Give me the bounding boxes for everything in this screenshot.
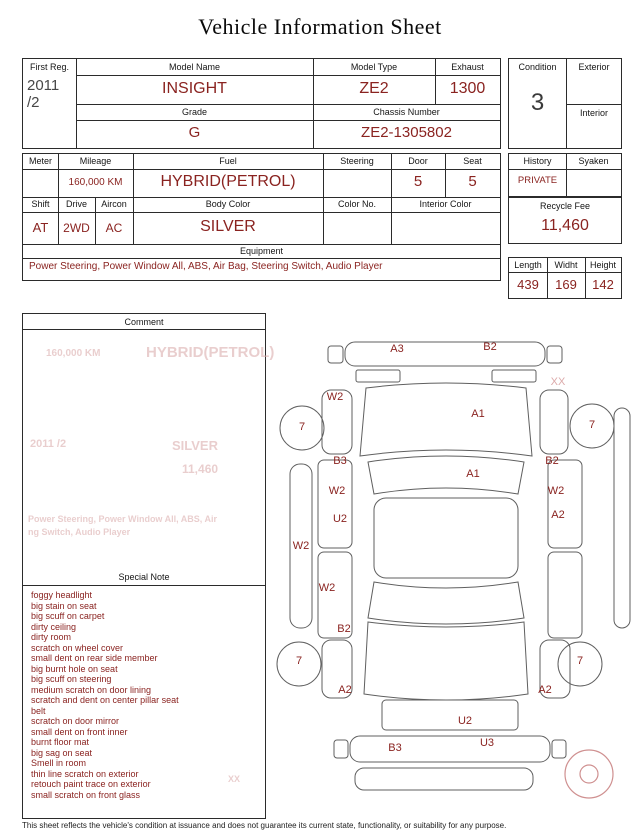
special-note-item: scratch on wheel cover: [31, 642, 124, 653]
height-label: Height: [589, 260, 616, 270]
damage-code-label: W2: [328, 485, 346, 497]
special-note-item: belt: [31, 705, 46, 716]
damage-code-label: 7: [295, 655, 303, 667]
steering-label: Steering: [340, 156, 374, 166]
damage-code-label: U2: [457, 715, 473, 727]
front-door-left: [318, 460, 352, 548]
table-divider: [76, 120, 501, 121]
condition-label: Condition: [518, 62, 557, 72]
damage-code-label: U3: [479, 737, 495, 749]
door-value: 5: [413, 173, 423, 190]
width-label: Widht: [554, 260, 578, 270]
damage-code-label: B2: [337, 623, 351, 635]
special-note-item: thin line scratch on exterior: [31, 768, 139, 779]
special-note-item: small scratch on front glass: [31, 789, 141, 800]
spare-tire-hub: [580, 765, 598, 783]
rear-panel: [382, 700, 518, 730]
ghost-overprint-text: HYBRID(PETROL): [146, 344, 275, 361]
special-note-item: medium scratch on door lining: [31, 684, 152, 695]
rear-lower-bar: [355, 768, 533, 790]
table-divider: [23, 212, 500, 213]
comment-label: Comment: [124, 317, 164, 327]
history-value: PRIVATE: [517, 175, 558, 186]
damage-code-label: 7: [576, 655, 584, 667]
headlight-right: [492, 370, 536, 382]
exhaust-label: Exhaust: [451, 62, 484, 72]
rear-bumper-cap-left: [334, 740, 348, 758]
roof: [374, 498, 518, 578]
ghost-overprint-text: ng Switch, Audio Player: [28, 527, 131, 537]
chassis-number-label: Chassis Number: [373, 107, 440, 117]
special-note-item: retouch paint trace on exterior: [31, 779, 151, 789]
recycle-fee-label: Recycle Fee: [539, 201, 591, 211]
width-value: 169: [555, 277, 577, 292]
body-color-label: Body Color: [205, 199, 251, 209]
special-note-item: small dent on rear side member: [31, 653, 158, 663]
mileage-label: Mileage: [79, 156, 112, 166]
first-reg-year: 2011: [27, 77, 60, 94]
equipment-label: Equipment: [239, 246, 284, 256]
fuel-label: Fuel: [219, 156, 237, 166]
table-divider: [76, 104, 501, 105]
special-note-item: scratch on door mirror: [31, 716, 120, 726]
table-divider: [509, 272, 621, 273]
side-sill-right: [614, 408, 630, 628]
special-note-item: dirty ceiling: [31, 621, 77, 632]
history-label: History: [523, 156, 552, 166]
special-note-item: Smell in room: [31, 758, 87, 768]
fuel-value: HYBRID(PETROL): [160, 173, 296, 190]
comment-box: [22, 313, 266, 819]
special-note-item: big scuff on carpet: [31, 611, 105, 621]
condition-box: [508, 58, 622, 149]
special-note-label: Special Note: [118, 572, 170, 582]
special-note-item: big burnt hole on seat: [31, 663, 118, 674]
rear-bumper-cap-right: [552, 740, 566, 758]
special-note-item: big stain on seat: [31, 600, 97, 611]
model-type-label: Model Type: [350, 62, 398, 72]
exterior-label: Exterior: [578, 62, 610, 72]
table-divider: [566, 104, 622, 105]
interior-color-label: Interior Color: [419, 199, 472, 209]
history-box: [508, 153, 622, 197]
damage-code-label: W2: [292, 540, 310, 552]
table-divider: [23, 258, 500, 259]
rear-bumper: [350, 736, 550, 762]
shift-value: AT: [32, 220, 49, 235]
table-divider: [23, 585, 265, 586]
front-bumper: [345, 342, 545, 366]
first-reg-month: /2: [27, 94, 40, 111]
hood: [360, 383, 532, 456]
ghost-overprint-text: SILVER: [172, 438, 218, 453]
rear-glass: [368, 582, 524, 624]
damage-code-label: 7: [298, 421, 306, 433]
ghost-overprint-text: XX: [228, 774, 241, 784]
disclaimer-text: This sheet reflects the vehicle's condition at issuance and does not guarantee its current state, functionality, or suitability for any purpose.: [22, 821, 507, 830]
condition-value: 3: [530, 89, 545, 116]
seat-value: 5: [468, 173, 477, 190]
recycle-fee-box: [508, 197, 622, 244]
aircon-value: AC: [105, 221, 123, 235]
damage-code-label: W2: [326, 391, 344, 403]
door-label: Door: [408, 156, 428, 166]
rear-door-right: [548, 552, 582, 638]
damage-code-label: B2: [483, 341, 497, 353]
damage-code-label: A2: [338, 684, 352, 696]
page-title: Vehicle Information Sheet: [198, 14, 442, 39]
model-name-label: Model Name: [168, 62, 221, 72]
interior-label: Interior: [579, 108, 608, 118]
damage-code-label: A1: [466, 468, 480, 480]
front-door-right: [548, 460, 582, 548]
damage-code-label: A1: [471, 408, 485, 420]
damage-code-label: A2: [538, 684, 552, 696]
drive-value: 2WD: [63, 221, 90, 235]
damage-code-label: B2: [545, 455, 559, 467]
special-note-item: big sag on seat: [31, 747, 93, 758]
details-table: [22, 153, 501, 281]
model-name-value: INSIGHT: [162, 80, 227, 97]
meter-label: Meter: [28, 156, 52, 166]
length-label: Length: [514, 260, 542, 270]
front-fender-right: [540, 390, 568, 454]
windshield: [368, 456, 524, 494]
color-no-label: Color No.: [337, 199, 376, 209]
special-note-item: dirty room: [31, 632, 72, 642]
mileage-value: 160,000 KM: [68, 177, 123, 188]
first-reg-label: First Reg.: [29, 62, 69, 72]
damage-code-label: A2: [551, 509, 565, 521]
seat-label: Seat: [463, 156, 482, 166]
ghost-overprint-text: 2011 /2: [30, 438, 67, 450]
front-bumper-cap-right: [547, 346, 562, 363]
special-note-item: scratch and dent on center pillar seat: [31, 695, 179, 705]
equipment-value: Power Steering, Power Window All, ABS, Air Bag, Steering Switch, Audio Player: [29, 261, 383, 272]
grade-label: Grade: [181, 107, 207, 117]
recycle-fee-value: 11,460: [541, 217, 589, 234]
damage-code-label: B3: [333, 455, 347, 467]
damage-code-label: 7: [588, 419, 596, 431]
damage-code-label: W2: [547, 485, 565, 497]
car-damage-diagram: [270, 316, 634, 820]
table-divider: [509, 169, 621, 170]
front-bumper-cap-left: [328, 346, 343, 363]
special-note-item: burnt floor mat: [31, 737, 90, 747]
grade-value: G: [188, 124, 201, 141]
body-color-value: SILVER: [200, 218, 256, 235]
length-value: 439: [517, 277, 539, 292]
ghost-overprint-text: 11,460: [182, 462, 219, 476]
exhaust-value: 1300: [449, 80, 486, 97]
table-divider: [23, 169, 500, 170]
model-type-value: ZE2: [359, 80, 389, 97]
headlight-left: [356, 370, 400, 382]
car-outline: [277, 342, 630, 790]
trunk: [364, 622, 528, 700]
spare-tire: [565, 750, 613, 798]
registration-table: [22, 58, 501, 149]
table-divider: [76, 75, 501, 76]
syaken-label: Syaken: [578, 156, 609, 166]
special-note-item: big scuff on steering: [31, 674, 112, 684]
damage-code-label: XX: [550, 376, 566, 388]
special-note-item: small dent on front inner: [31, 726, 128, 737]
car-diagram-svg: [270, 316, 634, 820]
special-note-item: foggy headlight: [31, 590, 93, 600]
chassis-number-value: ZE2-1305802: [361, 124, 452, 141]
height-value: 142: [592, 277, 614, 292]
ghost-overprint-text: Power Steering, Power Window All, ABS, Air: [28, 514, 217, 524]
shift-label: Shift: [31, 199, 50, 209]
damage-code-label: A3: [390, 343, 404, 355]
drive-label: Drive: [65, 199, 87, 209]
dimensions-box: [508, 257, 622, 299]
table-divider: [23, 329, 265, 330]
first-reg-value: [27, 77, 75, 111]
damage-code-label: B3: [388, 742, 402, 754]
ghost-overprint-text: 160,000 KM: [46, 348, 101, 359]
damage-code-label: U2: [332, 513, 348, 525]
aircon-label: Aircon: [101, 199, 127, 209]
damage-code-label: W2: [318, 582, 336, 594]
special-note-list: [31, 590, 261, 800]
